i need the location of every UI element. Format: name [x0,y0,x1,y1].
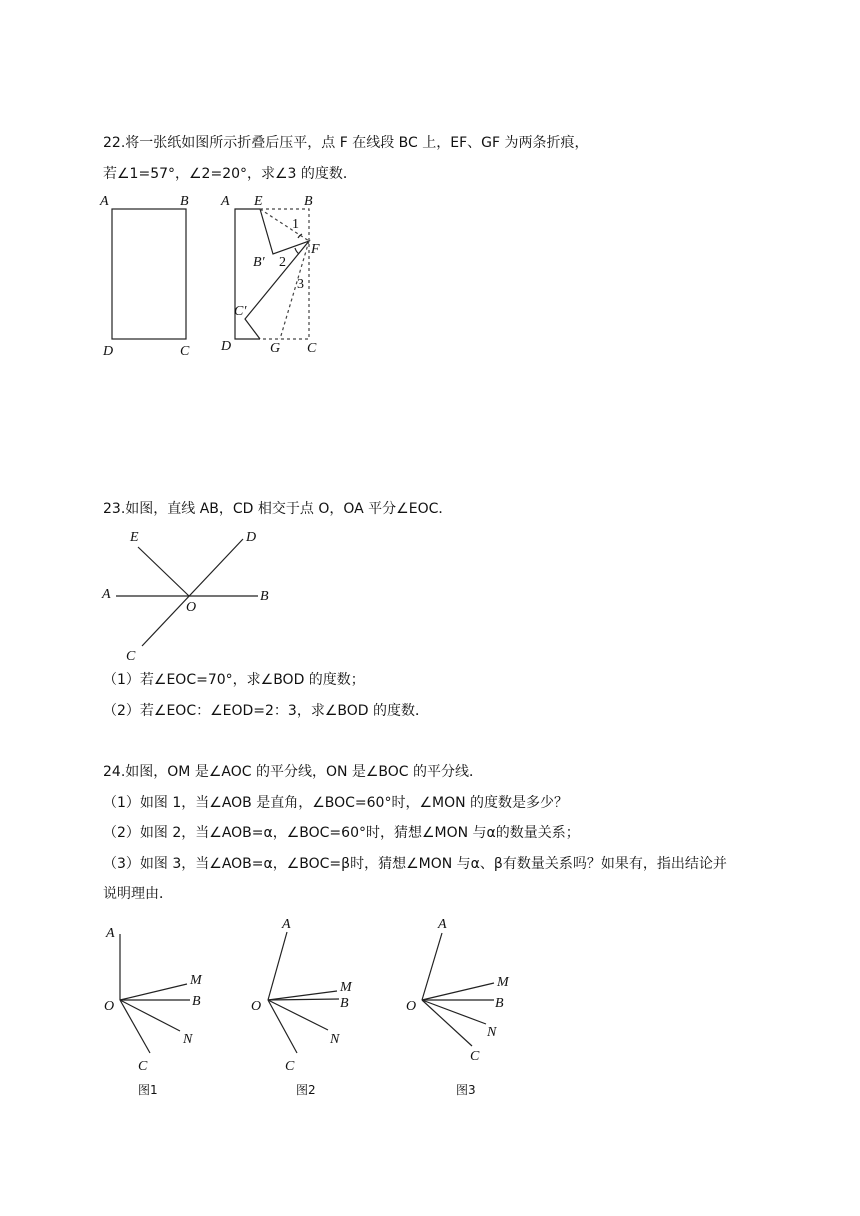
label-C: C [138,1059,148,1074]
label-O: O [104,999,115,1014]
label-G: G [270,341,281,356]
figure-1-caption: 图1 [138,1083,158,1097]
angle-3-arc [295,248,299,254]
q24-part3-line2: 说明理由． [103,886,173,902]
label-N: N [330,1032,340,1047]
ray-OC [268,1000,297,1053]
label-C: C [470,1049,480,1064]
q23-figure [100,525,280,665]
figure-2-caption: 图2 [296,1083,316,1097]
figure-3-caption: 图3 [456,1083,476,1097]
label-B: B [180,194,189,209]
ray-ON [268,1000,328,1030]
label-B: B [495,996,504,1011]
q23-part2: （2）若∠EOC：∠EOD=2：3，求∠BOD 的度数． [103,703,429,719]
label-E: E [130,530,139,545]
label-B: B [304,194,313,209]
label-A: A [221,194,230,209]
angle-label-3: 3 [297,277,304,292]
label-O: O [186,600,197,615]
label-C: C [180,344,190,359]
label-B: B [340,996,349,1011]
label-B-prime: B′ [253,255,265,270]
original-position-dashed [260,209,309,339]
ray-OA [422,933,442,1000]
label-B: B [192,994,201,1009]
ray-ON [422,1000,486,1024]
q22-line2: 若∠1=57°，∠2=20°，求∠3 的度数． [103,166,357,182]
label-N: N [487,1025,497,1040]
label-C-prime: C′ [234,304,247,319]
label-D: D [103,344,114,359]
q23-part1: （1）若∠EOC=70°，求∠BOD 的度数； [103,672,365,688]
ray-OA [268,932,287,1000]
label-D: D [246,530,257,545]
label-A: A [100,194,109,209]
q24-part2: （2）如图 2，当∠AOB=α，∠BOC=60°时，猜想∠MON 与α的数量关系； [103,825,580,841]
angle-label-2: 2 [279,255,286,270]
angle-label-1: 1 [292,217,299,232]
q23-line1: 23.如图，直线 AB，CD 相交于点 O，OA 平分∠EOC． [103,501,453,517]
label-D: D [221,339,232,354]
remaining-paper-outline [235,209,260,339]
label-N: N [183,1032,193,1047]
label-A: A [106,926,115,941]
q24-part1: （1）如图 1，当∠AOB 是直角，∠BOC=60°时，∠MON 的度数是多少？ [103,795,569,811]
label-C: C [285,1059,295,1074]
label-M: M [497,975,509,990]
label-A: A [438,917,447,932]
folded-paper-outline [245,209,309,339]
label-A: A [282,917,291,932]
label-O: O [251,999,262,1014]
q24-figure-1 [100,920,230,1100]
q22-figure-left [100,192,210,362]
q24-part3-line1: （3）如图 3，当∠AOB=α，∠BOC=β时，猜想∠MON 与α、β有数量关系吗？如果有，指出结论并 [103,856,727,872]
label-F: F [311,242,320,257]
ray-OM [120,984,187,1000]
label-C: C [126,649,136,664]
label-O: O [406,999,417,1014]
q24-figure-2 [245,910,375,1100]
q22-line1: 22.将一张纸如图所示折叠后压平，点 F 在线段 BC 上，EF、GF 为两条折痕， [103,135,589,151]
label-B: B [260,589,269,604]
ray-OE [138,547,189,596]
line-CD [142,539,243,646]
label-C: C [307,341,317,356]
q24-figure-3 [400,910,530,1100]
ray-OM [422,983,494,1000]
q22-figure-right [215,192,330,362]
paper-rectangle [112,209,186,339]
q24-line1: 24.如图，OM 是∠AOC 的平分线，ON 是∠BOC 的平分线． [103,764,484,780]
label-E: E [254,194,263,209]
label-A: A [102,587,111,602]
label-M: M [340,980,352,995]
ray-OC [422,1000,472,1046]
label-M: M [190,973,202,988]
